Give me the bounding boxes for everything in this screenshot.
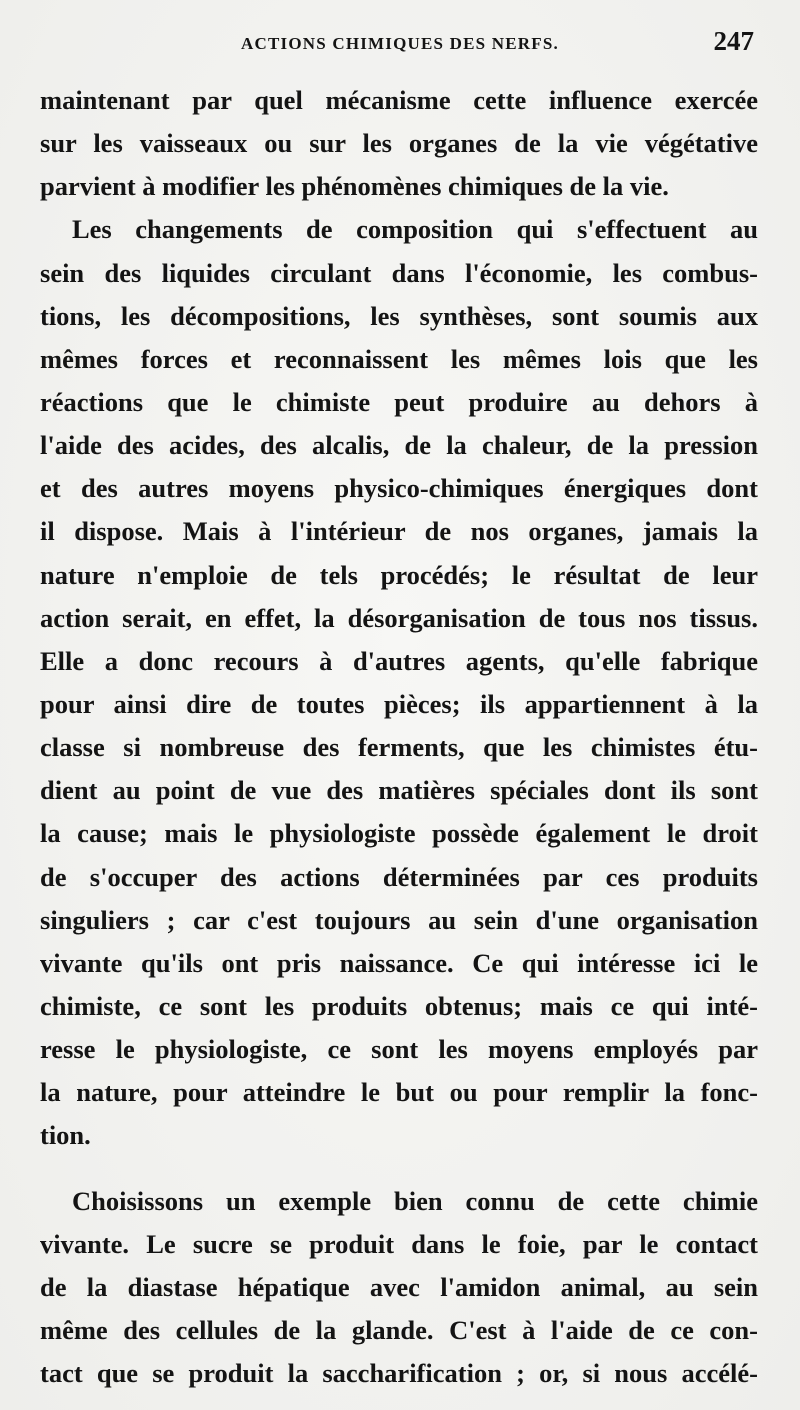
text-line: la cause; mais le physiologiste possède également le droit: [40, 818, 758, 849]
text-line: vivante. Le sucre se produit dans le foie, par le contact: [40, 1228, 758, 1259]
text-line: réactions que le chimiste peut produire au dehors à: [40, 386, 758, 417]
page-number: 247: [713, 26, 754, 56]
text-line: singuliers ; car c'est toujours au sein d'une organisation: [40, 904, 758, 935]
text-line: nature n'emploie de tels procédés; le résultat de leur: [40, 559, 758, 590]
text-line: il dispose. Mais à l'intérieur de nos organes, jamais la: [40, 516, 758, 547]
text-line: Elle a donc recours à d'autres agents, qu'elle fabrique: [40, 645, 758, 676]
text-line: tions, les décompositions, les synthèses, sont soumis aux: [40, 300, 758, 331]
text-line: resse le physiologiste, ce sont les moyens employés par: [40, 1034, 758, 1065]
text-line: vivante qu'ils ont pris naissance. Ce qui intéresse ici le: [40, 947, 758, 978]
text-line: Choisissons un exemple bien connu de cette chimie: [72, 1185, 758, 1216]
text-line: parvient à modifier les phénomènes chimiques de la vie.: [40, 171, 669, 202]
text-line: sur les vaisseaux ou sur les organes de la vie végétative: [40, 128, 758, 159]
text-line: et des autres moyens physico-chimiques énergiques dont: [40, 473, 758, 504]
text-line: de s'occuper des actions déterminées par ces produits: [40, 861, 758, 892]
text-line: sein des liquides circulant dans l'économie, les combus-: [40, 257, 758, 288]
text-line: maintenant par quel mécanisme cette influence exercée: [40, 85, 758, 115]
text-line: pour ainsi dire de toutes pièces; ils appartiennent à la: [40, 688, 758, 719]
text-line: action serait, en effet, la désorganisation de tous nos tissus.: [40, 602, 758, 633]
page-header: [40, 24, 760, 64]
body-text: [40, 79, 758, 1395]
text-line: tion.: [40, 1120, 91, 1151]
text-line: classe si nombreuse des ferments, que les chimistes étu-: [40, 732, 758, 763]
text-line: Les changements de composition qui s'effectuent au: [72, 214, 758, 245]
text-line: chimiste, ce sont les produits obtenus; mais ce qui inté-: [40, 990, 758, 1021]
running-head: ACTIONS CHIMIQUES DES NERFS.: [241, 34, 559, 53]
text-line: mêmes forces et reconnaissent les mêmes lois que les: [40, 343, 758, 374]
text-line: dient au point de vue des matières spéciales dont ils sont: [40, 775, 758, 806]
text-line: la nature, pour atteindre le but ou pour remplir la fonc-: [40, 1077, 758, 1108]
text-line: même des cellules de la glande. C'est à l'aide de ce con-: [40, 1314, 758, 1345]
text-line: tact que se produit la saccharification ; or, si nous accélé-: [40, 1358, 758, 1389]
text-line: de la diastase hépatique avec l'amidon animal, au sein: [40, 1271, 758, 1302]
paragraph-gap: [40, 1158, 758, 1180]
text-line: l'aide des acides, des alcalis, de la chaleur, de la pression: [40, 430, 758, 461]
